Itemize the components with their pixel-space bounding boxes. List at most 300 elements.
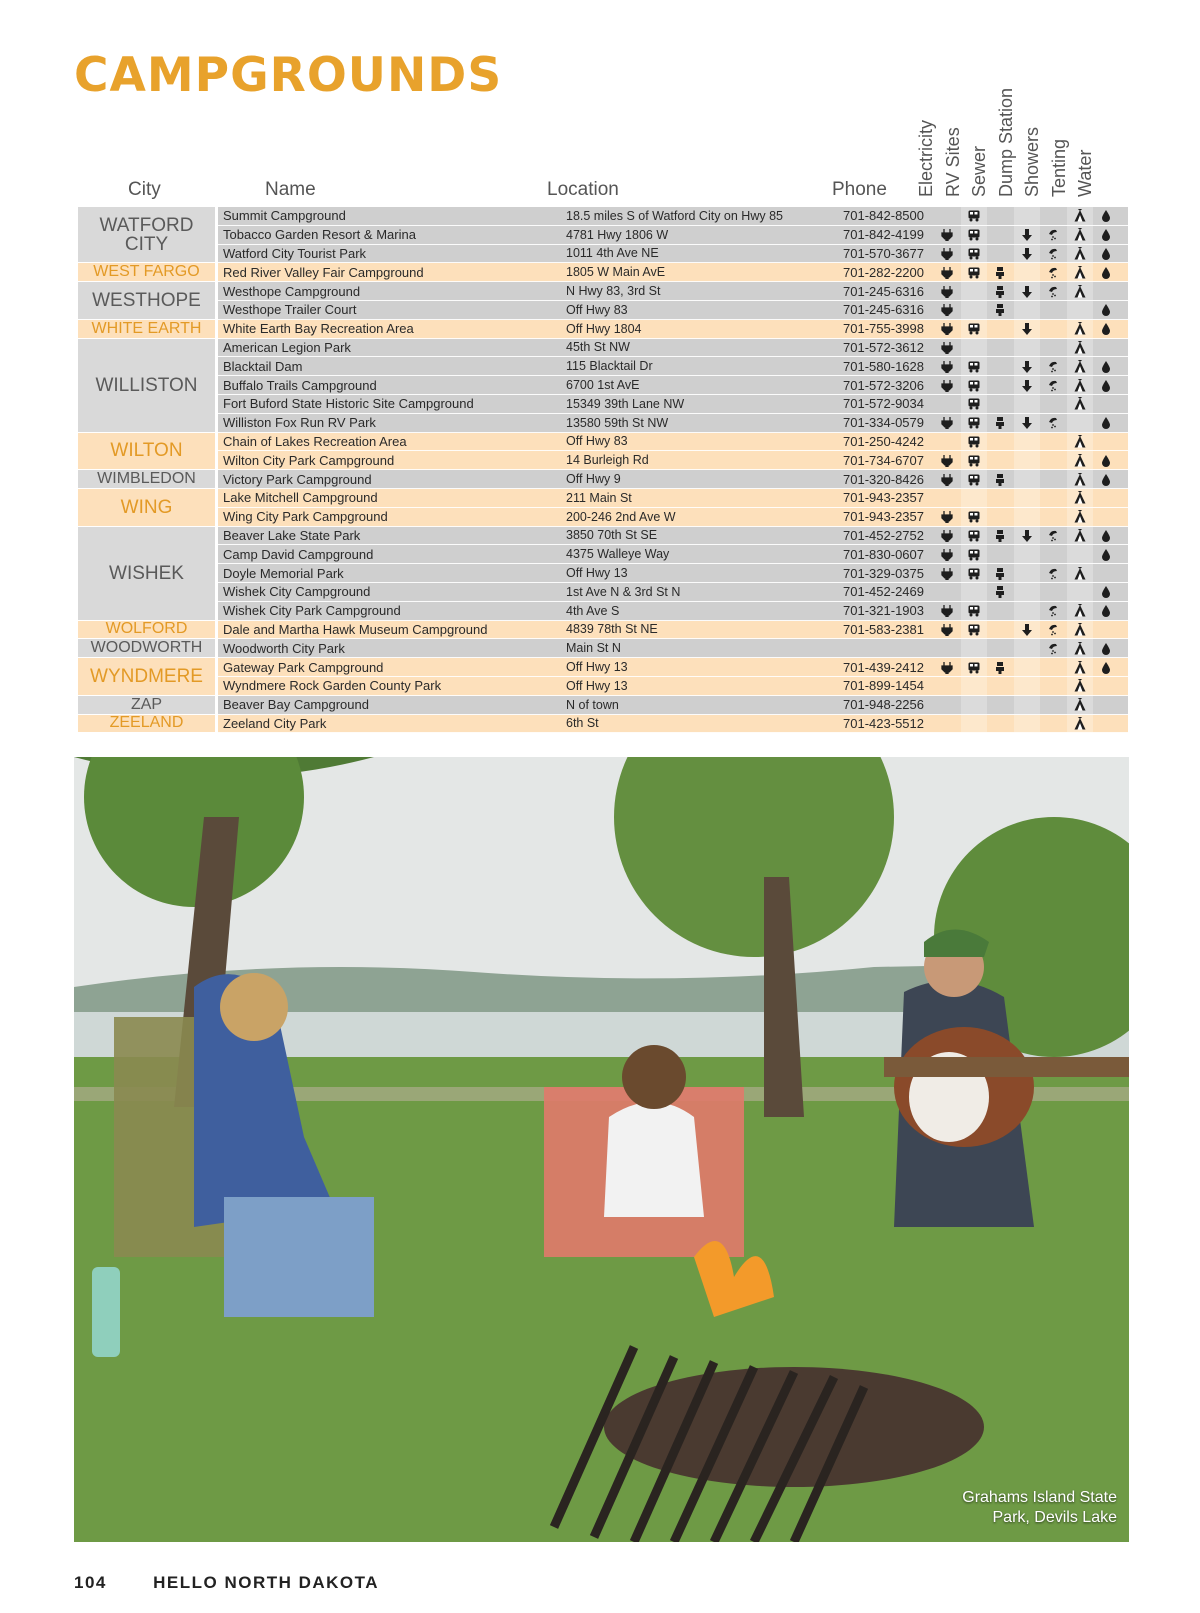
- plug-icon: [941, 548, 953, 561]
- campground-name: Lake Mitchell Campground: [223, 490, 378, 506]
- table-row: [78, 602, 1128, 621]
- city-label: WILTON: [78, 433, 215, 471]
- shower-icon: [1047, 529, 1059, 542]
- amenity-cell: [987, 226, 1014, 244]
- amenity-cell: [1067, 527, 1094, 545]
- campground-name: Wilton City Park Campground: [223, 452, 395, 468]
- campground-name: Red River Valley Fair Campground: [223, 264, 424, 280]
- rv-icon: [968, 266, 980, 279]
- col-head-electricity: Electricity: [916, 119, 936, 197]
- amenity-cell: [1067, 282, 1094, 300]
- amenity-cell: [1093, 414, 1120, 432]
- amenity-cell: [1014, 545, 1041, 563]
- campground-name: Summit Campground: [223, 208, 346, 224]
- amenity-cell: [1093, 508, 1120, 526]
- city-label: WEST FARGO: [78, 263, 215, 282]
- amenity-cell: [987, 376, 1014, 394]
- amenity-cell: [934, 301, 961, 319]
- table-row: [78, 433, 1128, 452]
- table-row: [78, 245, 1128, 264]
- campground-location: 14 Burleigh Rd: [566, 453, 649, 468]
- water-drop-icon: [1100, 322, 1112, 335]
- amenity-cell: [934, 658, 961, 676]
- campground-location: N of town: [566, 697, 619, 712]
- tent-icon: [1074, 510, 1086, 523]
- table-row: [78, 545, 1128, 564]
- amenity-cell: [987, 357, 1014, 375]
- campground-location: 6700 1st AvE: [566, 378, 640, 393]
- amenity-cell: [1067, 696, 1094, 714]
- amenity-cell: [1093, 301, 1120, 319]
- campground-location: 200-246 2nd Ave W: [566, 509, 676, 524]
- campground-name: Beaver Bay Campground: [223, 697, 369, 713]
- amenity-cell: [1040, 376, 1067, 394]
- plug-icon: [941, 454, 953, 467]
- amenity-cell: [934, 715, 961, 733]
- amenity-cell: [934, 433, 961, 451]
- campground-location: 4th Ave S: [566, 603, 620, 618]
- tent-icon: [1074, 717, 1086, 730]
- amenity-cell: [987, 451, 1014, 469]
- campground-name: American Legion Park: [223, 339, 351, 355]
- amenity-cell: [1014, 395, 1041, 413]
- tent-icon: [1074, 604, 1086, 617]
- amenity-cell: [961, 545, 988, 563]
- col-head-dump-station: Dump Station: [995, 87, 1016, 197]
- amenity-cell: [1040, 451, 1067, 469]
- campground-name: Doyle Memorial Park: [223, 565, 344, 581]
- amenity-cell: [1067, 414, 1094, 432]
- campground-phone: 701-452-2469: [843, 584, 924, 600]
- table-row: [78, 395, 1128, 414]
- amenity-cell: [961, 245, 988, 263]
- amenity-cell: [961, 489, 988, 507]
- amenity-cell: [961, 414, 988, 432]
- water-drop-icon: [1100, 247, 1112, 260]
- amenity-cell: [1014, 583, 1041, 601]
- rv-icon: [968, 435, 980, 448]
- amenity-cell: [1040, 470, 1067, 488]
- amenity-cell: [934, 207, 961, 225]
- amenity-cell: [1093, 602, 1120, 620]
- amenity-cell: [1040, 696, 1067, 714]
- amenity-cell: [1067, 564, 1094, 582]
- shower-icon: [1047, 416, 1059, 429]
- amenity-cell: [1040, 245, 1067, 263]
- amenity-cell: [987, 489, 1014, 507]
- campground-name: Tobacco Garden Resort & Marina: [223, 227, 416, 243]
- tent-icon: [1074, 379, 1086, 392]
- amenity-cell: [1093, 527, 1120, 545]
- amenity-cell: [1014, 658, 1041, 676]
- amenity-cell: [987, 639, 1014, 657]
- campground-phone: 701-899-1454: [843, 678, 924, 694]
- campground-name: Wishek City Campground: [223, 584, 371, 600]
- amenity-cell: [934, 226, 961, 244]
- amenity-cell: [1014, 263, 1041, 281]
- water-drop-icon: [1100, 360, 1112, 373]
- amenity-cell: [1067, 489, 1094, 507]
- campground-location: Main St N: [566, 641, 621, 656]
- table-row: [78, 263, 1128, 282]
- campground-phone: 701-321-1903: [843, 603, 924, 619]
- tent-icon: [1074, 209, 1086, 222]
- amenity-cell: [1067, 207, 1094, 225]
- dump-station-icon: [1021, 379, 1033, 392]
- amenity-cell: [1040, 639, 1067, 657]
- amenity-cell: [1040, 226, 1067, 244]
- rv-icon: [968, 397, 980, 410]
- amenity-cell: [1014, 301, 1041, 319]
- tent-icon: [1074, 567, 1086, 580]
- amenity-cell: [1067, 451, 1094, 469]
- amenity-cell: [1040, 527, 1067, 545]
- city-label: WYNDMERE: [78, 658, 215, 696]
- amenity-cell: [1067, 508, 1094, 526]
- dump-station-icon: [1021, 285, 1033, 298]
- plug-icon: [941, 379, 953, 392]
- amenity-cell: [961, 508, 988, 526]
- plug-icon: [941, 416, 953, 429]
- plug-icon: [941, 473, 953, 486]
- amenity-cell: [1040, 602, 1067, 620]
- amenity-cell: [961, 207, 988, 225]
- amenity-cell: [987, 395, 1014, 413]
- amenity-cell: [1093, 339, 1120, 357]
- shower-icon: [1047, 379, 1059, 392]
- campground-phone: 701-842-4199: [843, 227, 924, 243]
- amenity-cell: [961, 527, 988, 545]
- sewer-icon: [994, 567, 1006, 580]
- water-drop-icon: [1100, 228, 1112, 241]
- sewer-icon: [994, 661, 1006, 674]
- campground-location: 13580 59th St NW: [566, 415, 669, 430]
- col-head-sewer: Sewer: [969, 145, 989, 197]
- plug-icon: [941, 285, 953, 298]
- amenity-cell: [1093, 583, 1120, 601]
- amenity-cell: [987, 583, 1014, 601]
- campground-location: 18.5 miles S of Watford City on Hwy 85: [566, 208, 783, 223]
- amenity-cell: [1067, 621, 1094, 639]
- campground-phone: 701-282-2200: [843, 264, 924, 280]
- campground-phone: 701-245-6316: [843, 283, 924, 299]
- shower-icon: [1047, 567, 1059, 580]
- campground-location: Off Hwy 83: [566, 302, 628, 317]
- amenity-cell: [1093, 715, 1120, 733]
- sewer-icon: [994, 285, 1006, 298]
- amenity-cell: [1040, 715, 1067, 733]
- dump-station-icon: [1021, 228, 1033, 241]
- sewer-icon: [994, 416, 1006, 429]
- campground-phone: 701-580-1628: [843, 358, 924, 374]
- amenity-cell: [1040, 658, 1067, 676]
- tent-icon: [1074, 661, 1086, 674]
- amenity-cell: [1014, 245, 1041, 263]
- amenity-cell: [1067, 301, 1094, 319]
- campground-name: Gateway Park Campground: [223, 659, 384, 675]
- amenity-cell: [1067, 658, 1094, 676]
- tent-icon: [1074, 491, 1086, 504]
- campground-location: 4839 78th St NE: [566, 622, 658, 637]
- amenity-cell: [1040, 395, 1067, 413]
- amenity-cell: [1014, 527, 1041, 545]
- plug-icon: [941, 360, 953, 373]
- rv-icon: [968, 567, 980, 580]
- table-row: [78, 696, 1128, 715]
- table-row: [78, 207, 1128, 226]
- amenity-cell: [1014, 339, 1041, 357]
- amenity-cell: [1040, 282, 1067, 300]
- sewer-icon: [994, 303, 1006, 316]
- amenity-cell: [934, 357, 961, 375]
- campground-phone: 701-948-2256: [843, 697, 924, 713]
- campground-name: Victory Park Campground: [223, 471, 372, 487]
- campground-name: Buffalo Trails Campground: [223, 377, 377, 393]
- water-drop-icon: [1100, 529, 1112, 542]
- amenity-cell: [987, 245, 1014, 263]
- campground-name: Blacktail Dam: [223, 358, 303, 374]
- shower-icon: [1047, 623, 1059, 636]
- amenity-cell: [1093, 357, 1120, 375]
- table-row: [78, 527, 1128, 546]
- amenity-cell: [961, 470, 988, 488]
- amenity-cell: [987, 677, 1014, 695]
- campground-name: Wishek City Park Campground: [223, 603, 401, 619]
- table-header: [78, 85, 1128, 207]
- amenity-cell: [1040, 564, 1067, 582]
- amenity-cell: [961, 320, 988, 338]
- water-drop-icon: [1100, 209, 1112, 222]
- plug-icon: [941, 228, 953, 241]
- plug-icon: [941, 322, 953, 335]
- amenity-cell: [1014, 564, 1041, 582]
- amenity-cell: [934, 564, 961, 582]
- campground-name: Wyndmere Rock Garden County Park: [223, 678, 442, 694]
- amenity-cell: [961, 583, 988, 601]
- col-head-location: Location: [547, 179, 619, 200]
- amenity-cell: [987, 715, 1014, 733]
- campground-location: 211 Main St: [566, 490, 632, 505]
- campground-name: Westhope Campground: [223, 283, 361, 299]
- city-label: WILLISTON: [78, 339, 215, 433]
- amenity-cell: [1093, 696, 1120, 714]
- amenity-cell: [961, 621, 988, 639]
- col-head-rv-sites: RV Sites: [942, 127, 963, 197]
- rv-icon: [968, 623, 980, 636]
- amenity-cell: [1014, 470, 1041, 488]
- campground-phone: 701-755-3998: [843, 321, 924, 337]
- amenity-cell: [934, 696, 961, 714]
- amenity-cell: [961, 715, 988, 733]
- table-row: [78, 715, 1128, 734]
- campground-phone: 701-329-0375: [843, 565, 924, 581]
- amenity-cell: [1093, 470, 1120, 488]
- campground-location: Off Hwy 83: [566, 434, 628, 449]
- amenity-cell: [934, 470, 961, 488]
- amenity-cell: [934, 245, 961, 263]
- dump-station-icon: [1021, 529, 1033, 542]
- amenity-cell: [961, 658, 988, 676]
- city-label: WOODWORTH: [78, 639, 215, 658]
- rv-icon: [968, 247, 980, 260]
- amenity-cell: [1014, 602, 1041, 620]
- col-head-water: Water: [1075, 149, 1095, 197]
- amenity-cell: [1014, 696, 1041, 714]
- dump-station-icon: [1021, 247, 1033, 260]
- amenity-cell: [934, 527, 961, 545]
- campfire-photo: [74, 757, 1129, 1542]
- water-drop-icon: [1100, 585, 1112, 598]
- campground-phone: 701-250-4242: [843, 433, 924, 449]
- amenity-cell: [961, 301, 988, 319]
- table-row: [78, 658, 1128, 677]
- tent-icon: [1074, 360, 1086, 373]
- amenity-cell: [1093, 564, 1120, 582]
- amenity-cell: [987, 564, 1014, 582]
- col-head-name: Name: [265, 179, 316, 200]
- amenity-cell: [1040, 320, 1067, 338]
- table-row: [78, 583, 1128, 602]
- tent-icon: [1074, 285, 1086, 298]
- amenity-cell: [987, 301, 1014, 319]
- amenity-cell: [1093, 282, 1120, 300]
- shower-icon: [1047, 360, 1059, 373]
- amenity-cell: [1040, 489, 1067, 507]
- amenity-cell: [1067, 376, 1094, 394]
- amenity-cell: [934, 320, 961, 338]
- amenity-cell: [1067, 715, 1094, 733]
- campground-phone: 701-570-3677: [843, 245, 924, 261]
- amenity-cell: [961, 564, 988, 582]
- shower-icon: [1047, 642, 1059, 655]
- plug-icon: [941, 266, 953, 279]
- amenity-cell: [934, 677, 961, 695]
- amenity-cell: [1093, 658, 1120, 676]
- water-drop-icon: [1100, 266, 1112, 279]
- plug-icon: [941, 529, 953, 542]
- table-row: [78, 226, 1128, 245]
- campground-name: Camp David Campground: [223, 546, 374, 562]
- amenity-cell: [1067, 320, 1094, 338]
- tent-icon: [1074, 266, 1086, 279]
- amenity-cell: [1040, 301, 1067, 319]
- amenity-cell: [1014, 376, 1041, 394]
- campground-location: 45th St NW: [566, 340, 630, 355]
- amenity-cell: [1067, 639, 1094, 657]
- amenity-cell: [987, 545, 1014, 563]
- amenity-cell: [934, 489, 961, 507]
- sewer-icon: [994, 473, 1006, 486]
- amenity-cell: [934, 508, 961, 526]
- amenity-cell: [1014, 433, 1041, 451]
- campground-location: 1011 4th Ave NE: [566, 246, 659, 261]
- amenity-cell: [1014, 677, 1041, 695]
- publication-name: HELLO NORTH DAKOTA: [153, 1573, 380, 1592]
- amenity-cell: [1093, 226, 1120, 244]
- amenity-cell: [1014, 320, 1041, 338]
- city-label: WESTHOPE: [78, 282, 215, 320]
- amenity-cell: [1014, 639, 1041, 657]
- tent-icon: [1074, 623, 1086, 636]
- amenity-cell: [934, 282, 961, 300]
- amenity-cell: [1040, 545, 1067, 563]
- rv-icon: [968, 510, 980, 523]
- amenity-cell: [1067, 583, 1094, 601]
- page-title: CAMPGROUNDS: [74, 48, 503, 103]
- campground-name: Woodworth City Park: [223, 640, 345, 656]
- plug-icon: [941, 303, 953, 316]
- amenity-cell: [1067, 433, 1094, 451]
- tent-icon: [1074, 397, 1086, 410]
- tent-icon: [1074, 341, 1086, 354]
- tent-icon: [1074, 454, 1086, 467]
- table-row: [78, 489, 1128, 508]
- rv-icon: [968, 379, 980, 392]
- photo-caption: Grahams Island State Park, Devils Lake: [962, 1489, 1117, 1526]
- tent-icon: [1074, 679, 1086, 692]
- shower-icon: [1047, 228, 1059, 241]
- page-number: 104: [74, 1573, 107, 1592]
- amenity-cell: [1040, 357, 1067, 375]
- amenity-cell: [934, 414, 961, 432]
- rv-icon: [968, 604, 980, 617]
- campground-name: Chain of Lakes Recreation Area: [223, 433, 407, 449]
- campground-location: 4781 Hwy 1806 W: [566, 227, 669, 242]
- amenity-cell: [934, 376, 961, 394]
- campground-location: Off Hwy 1804: [566, 321, 642, 336]
- amenity-cell: [1014, 451, 1041, 469]
- table-row: [78, 470, 1128, 489]
- campground-phone: 701-423-5512: [843, 715, 924, 731]
- amenity-cell: [961, 696, 988, 714]
- table-row: [78, 621, 1128, 640]
- campground-location: Off Hwy 13: [566, 678, 628, 693]
- water-drop-icon: [1100, 303, 1112, 316]
- amenity-cell: [1067, 245, 1094, 263]
- amenity-cell: [987, 621, 1014, 639]
- amenity-cell: [1067, 545, 1094, 563]
- campground-location: 1805 W Main AvE: [566, 265, 666, 280]
- tent-icon: [1074, 473, 1086, 486]
- rv-icon: [968, 473, 980, 486]
- campground-phone: 701-572-3612: [843, 339, 924, 355]
- amenity-cell: [987, 602, 1014, 620]
- amenity-cell: [934, 395, 961, 413]
- amenity-cell: [1014, 226, 1041, 244]
- table-row: [78, 357, 1128, 376]
- water-drop-icon: [1100, 642, 1112, 655]
- tent-icon: [1074, 247, 1086, 260]
- rv-icon: [968, 529, 980, 542]
- amenity-cell: [987, 320, 1014, 338]
- plug-icon: [941, 510, 953, 523]
- amenity-cell: [987, 207, 1014, 225]
- amenity-cell: [1040, 414, 1067, 432]
- amenity-cell: [961, 282, 988, 300]
- col-head-phone: Phone: [832, 179, 887, 200]
- amenity-cell: [961, 339, 988, 357]
- campground-phone: 701-572-3206: [843, 377, 924, 393]
- amenity-cell: [961, 263, 988, 281]
- campground-name: White Earth Bay Recreation Area: [223, 321, 414, 337]
- amenity-cell: [1067, 263, 1094, 281]
- amenity-cell: [987, 339, 1014, 357]
- amenity-cell: [961, 639, 988, 657]
- rv-icon: [968, 661, 980, 674]
- amenity-cell: [1067, 677, 1094, 695]
- campground-phone: 701-320-8426: [843, 471, 924, 487]
- campground-phone: 701-830-0607: [843, 546, 924, 562]
